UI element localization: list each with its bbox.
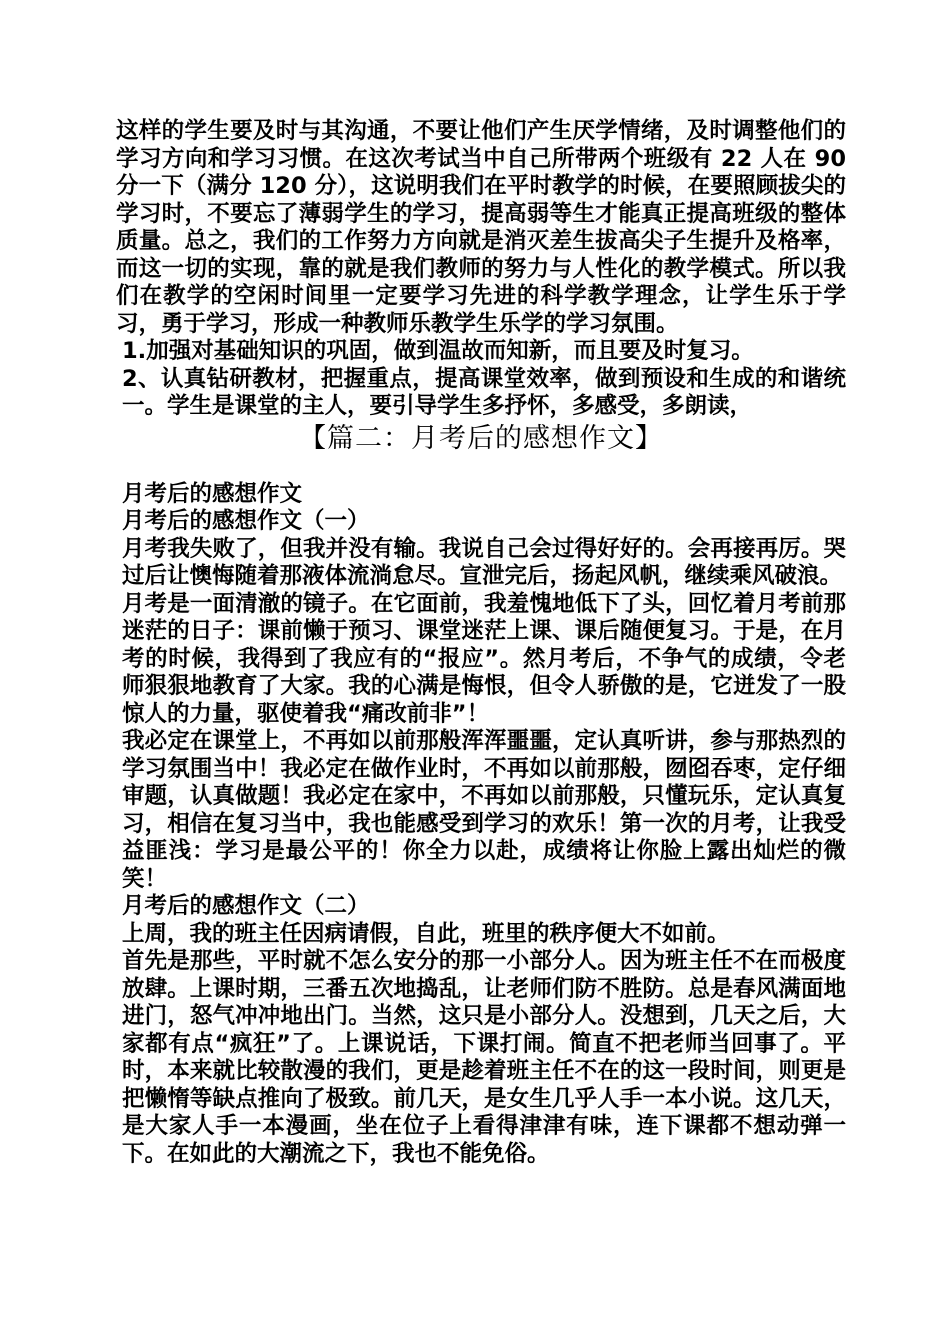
article-title: 月考后的感想作文 — [122, 480, 303, 507]
section-title: 【篇二：月考后的感想作文】 — [299, 422, 663, 454]
document-page — [116, 118, 846, 1168]
essay-2-paragraph-1: 上周，我的班主任因病请假，自此，班里的秩序便大不如前。 — [122, 920, 730, 947]
body-paragraph: 这样的学生要及时与其沟通，不要让他们产生厌学情绪，及时调整他们的学习方向和学习习惯。在这次考试当中自己所带两个班级有 22 人在 90 分一下（满分 120 分），这说明我们在平时教学的时候，在要照顾拔尖的学习时，不要忘了薄弱学生的学习，提高弱等生才能真正提高班级的整体质量。总之，我们的工作努力方向就是消灭差生拔高尖子生提升及格率，而这一切的实现，靠的就是我们教师的努力与人性化的教学模式。所以我们在教学的空闲时间里一定要学习先进的科学教学理念，让学生乐于学习，勇于学习，形成一种教师乐教学生乐学的学习氛围。 — [116, 118, 846, 337]
essay-2-heading: 月考后的感想作文（二） — [122, 893, 370, 919]
essay-1-paragraph-2: 月考是一面清澈的镜子。在它面前，我羞愧地低下了头，回忆着月考前那迷茫的日子：课前懒于预习、课堂迷茫上课、课后随便复习。于是，在月考的时候，我得到了我应有的“报应”。然月考后，不争气的成绩，令老师狠狠地教育了大家。我的心满是悔恨，但令人骄傲的是，它迸发了一股惊人的力量，驱使着我“痛改前非”！ — [122, 590, 846, 727]
essay-1-paragraph-3: 我必定在课堂上，不再如以前那般浑浑噩噩，定认真听讲，参与那热烈的学习氛围当中！我必定在做作业时，不再如以前那般，囫囵吞枣，定仔细审题，认真做题！我必定在家中，不再如以前那般，只懂玩乐，定认真复习，相信在复习当中，我也能感受到学习的欢乐！第一次的月考，让我受益匪浅：学习是最公平的！你全力以赴，成绩将让你脸上露出灿烂的微笑！ — [122, 728, 846, 892]
essay-2-paragraph-2: 首先是那些，平时就不怎么安分的那一小部分人。因为班主任不在而极度放肆。上课时期，三番五次地捣乱，让老师们防不胜防。总是春风满面地进门，怒气冲冲地出门。当然，这只是小部分人。没想到，几天之后，大家都有点“疯狂”了。上课说话，下课打闹。简直不把老师当回事了。平时，本来就比较散漫的我们，更是趁着班主任不在的这一段时间，则更是把懒惰等缺点推向了极致。前几天，是女生几乎人手一本小说。这几天，是大家人手一本漫画，坐在位子上看得津津有味，连下课都不想动弹一下。在如此的大潮流之下，我也不能免俗。 — [122, 948, 846, 1167]
list-item-1: 1.加强对基础知识的巩固，做到温故而知新，而且要及时复习。 — [122, 338, 754, 364]
essay-1-heading: 月考后的感想作文（一） — [122, 508, 370, 534]
essay-1-paragraph-1: 月考我失败了，但我并没有输。我说自己会过得好好的。会再接再厉。哭过后让懊悔随着那液体流淌怠尽。宣泄完后，扬起风帆，继续乘风破浪。 — [122, 535, 846, 589]
list-item-2: 2、认真钻研教材，把握重点，提高课堂效率，做到预设和生成的和谐统一。学生是课堂的主人，要引导学生多抒怀，多感受，多朗读， — [122, 365, 846, 419]
